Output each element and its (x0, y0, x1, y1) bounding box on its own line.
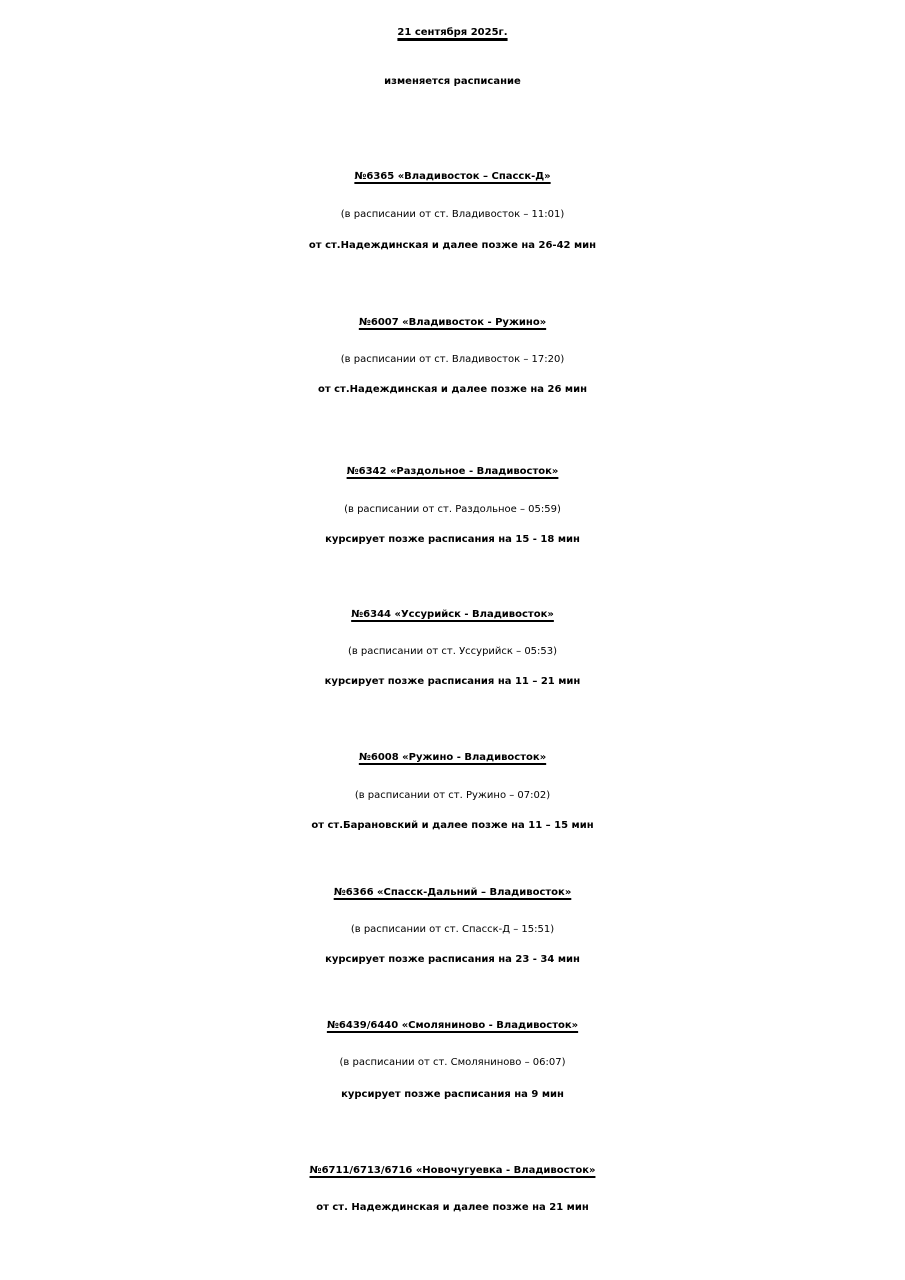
train-delay: от ст.Надеждинская и далее позже на 26-42 мин (308, 240, 597, 251)
train-delay: курсирует позже расписания на 9 мин (341, 1089, 564, 1100)
train-delay: курсирует позже расписания на 11 – 21 мин (324, 676, 581, 687)
train-schedule: (в расписании от ст. Смоляниново – 06:07) (339, 1057, 566, 1068)
notice-heading: изменяется расписание (384, 76, 521, 87)
train-schedule: (в расписании от ст. Ружино – 07:02) (354, 790, 551, 801)
train-schedule: (в расписании от ст. Уссурийск – 05:53) (347, 646, 558, 657)
train-delay: от ст. Надеждинская и далее позже на 21 мин (316, 1202, 589, 1213)
train-delay: курсирует позже расписания на 23 - 34 мин (325, 954, 580, 965)
train-title: №6439/6440 «Смоляниново - Владивосток» (326, 1020, 579, 1031)
train-title: №6007 «Владивосток - Ружино» (358, 317, 547, 328)
train-title: №6711/6713/6716 «Новочугуевка - Владивосток» (309, 1165, 596, 1176)
train-title: №6365 «Владивосток – Спасск-Д» (354, 171, 551, 182)
notice-date: 21 сентября 2025г. (397, 27, 508, 38)
train-delay: от ст.Барановский и далее позже на 11 – 15 мин (311, 820, 594, 831)
train-schedule: (в расписании от ст. Спасск-Д – 15:51) (350, 924, 555, 935)
train-schedule: (в расписании от ст. Владивосток – 17:20) (340, 354, 565, 365)
train-title: №6344 «Уссурийск - Владивосток» (351, 609, 554, 620)
train-title: №6342 «Раздольное - Владивосток» (346, 466, 559, 477)
train-schedule: (в расписании от ст. Владивосток – 11:01) (340, 209, 565, 220)
train-delay: от ст.Надеждинская и далее позже на 26 мин (317, 384, 588, 395)
train-delay: курсирует позже расписания на 15 - 18 мин (325, 534, 580, 545)
train-schedule: (в расписании от ст. Раздольное – 05:59) (344, 504, 561, 515)
train-title: №6008 «Ружино - Владивосток» (358, 752, 547, 763)
train-title: №6366 «Спасск-Дальний – Владивосток» (333, 887, 572, 898)
